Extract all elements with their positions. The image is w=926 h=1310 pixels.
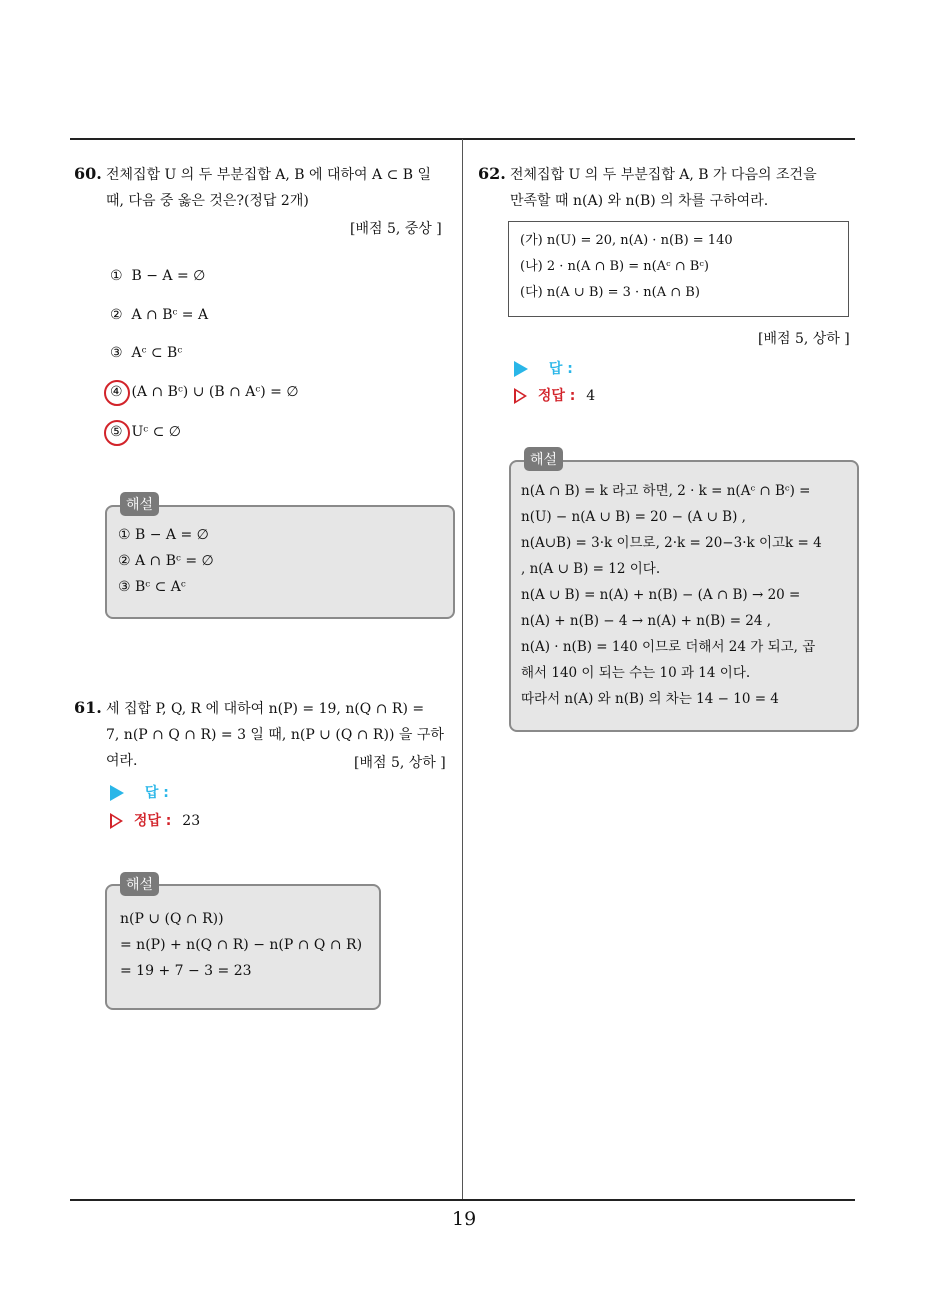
q61-points: [배점 5, 상하 ] <box>354 755 446 771</box>
option-number: ② <box>110 307 123 323</box>
page-number: 19 <box>452 1208 477 1230</box>
q60-option-2[interactable] <box>110 307 208 323</box>
solution-line: 해서 140 이 되는 수는 10 과 14 이다. <box>521 665 751 681</box>
solution-line: n(A) + n(B) − 4 → n(A) + n(B) = 24 , <box>521 613 772 629</box>
option-text: Aᶜ ⊂ Bᶜ <box>131 345 183 361</box>
outline-play-icon <box>514 388 527 404</box>
option-text: (A ∩ Bᶜ) ∪ (B ∩ Aᶜ) = ∅ <box>131 384 299 400</box>
q61-line2: 7, n(P ∩ Q ∩ R) = 3 일 때, n(P ∪ (Q ∩ R)) 을 구하 <box>106 727 444 743</box>
q60-solution-tag: 해설 <box>120 492 159 516</box>
q60-option-1[interactable] <box>110 268 205 284</box>
q61-solution-tag: 해설 <box>120 872 159 896</box>
condition-line: (나) 2 · n(A ∩ B) = n(Aᶜ ∩ Bᶜ) <box>520 259 709 274</box>
solution-line: n(A ∪ B) = n(A) + n(B) − (A ∩ B) → 20 = <box>521 587 801 603</box>
solution-line: n(A) · n(B) = 140 이므로 더해서 24 가 되고, 곱 <box>521 639 816 655</box>
column-divider <box>462 139 463 1200</box>
condition-line: (다) n(A ∪ B) = 3 · n(A ∩ B) <box>520 285 700 300</box>
q62-number: 62. <box>478 164 506 183</box>
option-number: ④ <box>110 384 123 400</box>
option-text: B − A = ∅ <box>131 268 206 284</box>
q61-correct-row <box>110 810 200 830</box>
solution-line: ③ Bᶜ ⊂ Aᶜ <box>118 579 186 595</box>
q60-line1: 전체집합 U 의 두 부분집합 A, B 에 대하여 A ⊂ B 일 <box>106 167 432 183</box>
q60-option-5[interactable] <box>110 424 181 440</box>
solution-line: ① B − A = ∅ <box>118 527 209 543</box>
answer-label: 답 : <box>548 361 573 377</box>
q62-solution-tag: 해설 <box>524 447 563 471</box>
q62-solution-body <box>521 478 822 712</box>
solution-line: n(U) − n(A ∪ B) = 20 − (A ∪ B) , <box>521 509 746 525</box>
solution-line: = n(P) + n(Q ∩ R) − n(P ∩ Q ∩ R) <box>120 937 363 953</box>
solution-line: , n(A ∪ B) = 12 이다. <box>521 561 661 577</box>
q60-points: [배점 5, 중상 ] <box>350 221 442 237</box>
q62-answer-row <box>514 358 573 378</box>
correct-label: 정답 : <box>537 388 576 404</box>
outline-play-icon <box>110 813 123 829</box>
q61-line1: 세 집합 P, Q, R 에 대하여 n(P) = 19, n(Q ∩ R) = <box>106 701 425 717</box>
q61-answer-row <box>110 782 169 802</box>
correct-value: 23 <box>182 813 201 829</box>
q62-correct-row <box>514 385 595 405</box>
option-number: ① <box>110 268 123 284</box>
solution-line: 따라서 n(A) 와 n(B) 의 차는 14 − 10 = 4 <box>521 691 779 707</box>
play-icon <box>514 361 528 377</box>
solution-line: = 19 + 7 − 3 = 23 <box>120 963 252 979</box>
q60-line2: 때, 다음 중 옳은 것은?(정답 2개) <box>106 193 309 209</box>
option-text: A ∩ Bᶜ = A <box>131 307 209 323</box>
q60-option-4[interactable] <box>110 384 299 400</box>
correct-label: 정답 : <box>133 813 172 829</box>
q62-points: [배점 5, 상하 ] <box>758 331 850 347</box>
solution-line: n(A ∩ B) = k 라고 하면, 2 · k = n(Aᶜ ∩ Bᶜ) = <box>521 483 811 499</box>
option-number: ③ <box>110 345 123 361</box>
solution-line: n(A∪B) = 3·k 이므로, 2·k = 20−3·k 이고k = 4 <box>521 535 822 551</box>
q62-conditions <box>520 228 733 306</box>
solution-line: n(P ∪ (Q ∩ R)) <box>120 911 224 927</box>
bottom-rule <box>70 1199 855 1201</box>
q60-option-3[interactable] <box>110 345 182 361</box>
q62-line1: 전체집합 U 의 두 부분집합 A, B 가 다음의 조건을 <box>510 167 817 183</box>
solution-line: ② A ∩ Bᶜ = ∅ <box>118 553 214 569</box>
q61-solution-body <box>120 906 362 984</box>
q60-number: 60. <box>74 164 102 183</box>
q60-solution-body <box>118 522 214 600</box>
q61-number: 61. <box>74 698 102 717</box>
correct-value: 4 <box>586 388 596 404</box>
q62-line2: 만족할 때 n(A) 와 n(B) 의 차를 구하여라. <box>510 193 769 209</box>
condition-line: (가) n(U) = 20, n(A) · n(B) = 140 <box>520 233 733 248</box>
option-text: Uᶜ ⊂ ∅ <box>131 424 181 440</box>
answer-label: 답 : <box>144 785 169 801</box>
option-number: ⑤ <box>110 424 123 440</box>
play-icon <box>110 785 124 801</box>
q61-line3: 여라. <box>106 753 138 769</box>
